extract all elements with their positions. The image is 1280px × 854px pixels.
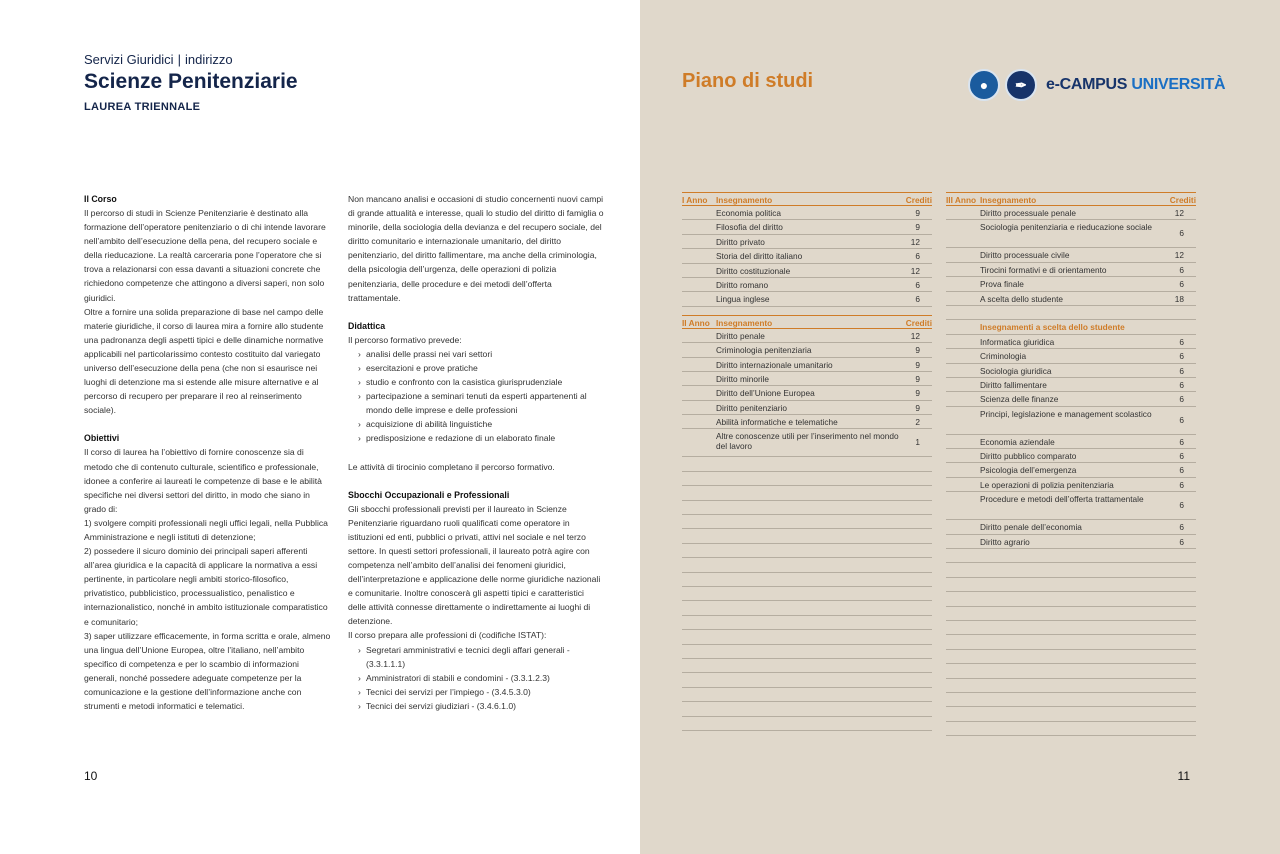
- blank-rows: [946, 549, 1196, 736]
- course-credits: 6: [915, 294, 920, 305]
- course-credits: 12: [1174, 208, 1184, 218]
- right-page: [640, 0, 1280, 854]
- blank-row: [682, 673, 932, 687]
- table-row: [946, 349, 1196, 363]
- course-credits: 9: [915, 388, 920, 399]
- course-credits: 12: [1174, 250, 1184, 261]
- course-credits: 9: [915, 402, 920, 413]
- year-label: II Anno: [682, 317, 710, 328]
- course-credits: 6: [1179, 264, 1184, 275]
- elective-label: Insegnamenti a scelta dello studente: [980, 322, 1125, 333]
- course-name: Diritto privato: [716, 236, 765, 247]
- table-row: [946, 463, 1196, 477]
- paragraph-obiettivi-4: 3) saper utilizzare efficacemente, in forma scritta e orale, almeno una lingua dell’Unione Europea, oltre l’italiano, nell’ambito specifico di competenza e per lo scambio di informazioni generali, nonché possedere adeguate competenze per la comunicazione e la gestione dell’informazione anche con strumenti e metodi informatici e telematici.: [84, 630, 331, 712]
- course-credits: 6: [1179, 465, 1184, 476]
- course-name: Storia del diritto italiano: [716, 251, 803, 262]
- table-row: [682, 429, 932, 457]
- header-kicker: [84, 52, 233, 67]
- paragraph-corso-1: Il percorso di studi in Scienze Penitenziarie è destinato alla formazione dell’operatore penitenziario o di chi intende lavorare nell’ambito dell’esecuzione della pena, del recupero sociale e della rieducazione. La realtà carceraria pone l’operatore che si trova a relazionarsi con essa davanti a situazioni concrete che richiedono competenze che attingono a diversi saperi, non solo giuridici.: [84, 208, 326, 303]
- course-credits: 1: [915, 437, 920, 448]
- col-crediti: Crediti: [905, 317, 932, 328]
- course-name: Diritto processuale penale: [980, 208, 1076, 218]
- course-credits: 6: [1179, 451, 1184, 462]
- blank-row: [682, 486, 932, 500]
- course-credits: 6: [1179, 351, 1184, 362]
- col-crediti: Crediti: [905, 195, 932, 205]
- blank-row: [682, 529, 932, 543]
- blank-row: [946, 592, 1196, 606]
- blank-row: [946, 607, 1196, 621]
- table-row: [682, 235, 932, 249]
- course-name: Diritto dell’Unione Europea: [716, 388, 815, 399]
- table-row: [946, 220, 1196, 248]
- table-row: [682, 278, 932, 292]
- table-row: [946, 478, 1196, 492]
- col-insegnamento: Insegnamento: [980, 195, 1037, 205]
- blank-row: [682, 558, 932, 572]
- paragraph-sbocchi: Gli sbocchi professionali previsti per il laureato in Scienze Penitenziarie riguardano ruoli qualificati come operatore in istituzioni ed enti, pubblici o privati, attivi nel sociale e nel terzo settore. In questi settori professionali, il laureato potrà agire con competenza nell’ambito dell’analisi dei fenomeni giuridici, dell’interpretazione e applicazione delle norme giuridiche nazionali e comunitarie. Inoltre conoscerà gli aspetti tipici e caratteristici delle attività connesse direttamente o indirettamente ai luoghi di detenzione.: [348, 503, 601, 627]
- table-row: [682, 220, 932, 234]
- course-credits: 12: [910, 236, 920, 247]
- course-name: Principi, legislazione e management scolastico: [980, 408, 1152, 419]
- table-row: [946, 492, 1196, 520]
- heading-corso: Il Corso: [84, 194, 117, 204]
- course-name: Diritto penitenziario: [716, 402, 788, 413]
- course-name: Economia politica: [716, 208, 782, 218]
- table-row: [682, 206, 932, 220]
- kicker-separator: |: [177, 52, 181, 67]
- istat-lead: Il corso prepara alle professioni di (codifiche ISTAT):: [348, 630, 547, 641]
- course-credits: 6: [915, 251, 920, 262]
- blank-row: [946, 578, 1196, 592]
- blank-row: [682, 717, 932, 731]
- table-row: [946, 292, 1196, 306]
- logo-text: e-CAMPUS: [1046, 76, 1128, 93]
- course-credits: 9: [915, 345, 920, 356]
- course-credits: 6: [915, 279, 920, 290]
- course-name: Criminologia penitenziaria: [716, 345, 812, 356]
- year-label: I Anno: [682, 195, 708, 205]
- elective-header: [946, 320, 1196, 334]
- course-credits: 6: [1179, 500, 1184, 511]
- course-name: Lingua inglese: [716, 294, 770, 305]
- piano-title: Piano di studi: [682, 70, 814, 92]
- table-row: [946, 378, 1196, 392]
- blank-row: [946, 650, 1196, 664]
- table-row: [946, 277, 1196, 291]
- table-row: [946, 206, 1196, 220]
- blank-row: [682, 515, 932, 529]
- list-item: › predisposizione e redazione di un elaborato finale: [360, 431, 604, 445]
- heading-sbocchi: Sbocchi Occupazionali e Professionali: [348, 489, 510, 500]
- course-credits: 6: [1179, 436, 1184, 447]
- table-row: [682, 329, 932, 343]
- table-row: [946, 535, 1196, 549]
- course-name: Psicologia dell’emergenza: [980, 465, 1077, 476]
- heading-didattica: Didattica: [348, 320, 386, 331]
- course-credits: 6: [1179, 279, 1184, 290]
- table-row: [946, 407, 1196, 435]
- course-name: Diritto fallimentare: [980, 379, 1047, 390]
- blank-row: [682, 457, 932, 471]
- course-name: Abilità informatiche e telematiche: [716, 417, 838, 428]
- blank-row: [682, 601, 932, 615]
- list-item: › Segretari amministrativi e tecnici degli affari generali - (3.3.1.1.1): [360, 643, 604, 671]
- course-name: Diritto minorile: [716, 373, 770, 384]
- course-name: Scienza delle finanze: [980, 394, 1059, 405]
- blank-row: [946, 635, 1196, 649]
- paragraph-obiettivi-2: 1) svolgere compiti professionali negli uffici legali, nella Pubblica Amministrazione e negli istituti di detenzione;: [84, 517, 328, 542]
- blank-row: [682, 587, 932, 601]
- anno3-rows: [946, 206, 1196, 306]
- table-row: [682, 249, 932, 263]
- course-credits: 6: [1179, 479, 1184, 490]
- right-text-column: [348, 192, 604, 713]
- course-name: Criminologia: [980, 351, 1027, 362]
- blank-row: [682, 501, 932, 515]
- course-credits: 6: [1179, 394, 1184, 405]
- blank-row: [682, 645, 932, 659]
- year-label: III Anno: [946, 195, 977, 205]
- table-row: [682, 401, 932, 415]
- istat-list: [348, 643, 604, 713]
- list-item: › analisi delle prassi nei vari settori: [360, 347, 604, 361]
- course-credits: 12: [910, 265, 920, 276]
- course-credits: 6: [1179, 379, 1184, 390]
- course-name: Economia aziendale: [980, 436, 1055, 447]
- course-name: Diritto agrario: [980, 536, 1030, 547]
- heading-obiettivi: Obiettivi: [84, 433, 120, 444]
- elective-rows: [946, 335, 1196, 549]
- course-name: Tirocini formativi e di orientamento: [980, 264, 1107, 275]
- blank-row: [946, 549, 1196, 563]
- blank-row: [946, 679, 1196, 693]
- logo-uni: UNIVERSITÀ: [1131, 76, 1226, 93]
- list-item: › esercitazioni e prove pratiche: [360, 361, 604, 375]
- paragraph-obiettivi-3: 2) possedere il sicuro dominio dei principali saperi afferenti all’area giuridica e la capacità di applicare la normativa a essi pertinente, in particolare negli ambiti storico-filosofico, privatistico, pubblicistico, processualistico, penalistico e internazionalistico, nonché in ambito istituzionale comparatistico e comunitario;: [84, 546, 328, 627]
- seal-icon: ●: [968, 69, 1000, 101]
- list-item: › Tecnici dei servizi per l’impiego - (3.4.5.3.0): [360, 685, 604, 699]
- logo-wordmark: [1046, 76, 1225, 94]
- kicker-main: Servizi Giuridici: [84, 52, 174, 67]
- blank-row: [682, 702, 932, 716]
- table-row: [682, 372, 932, 386]
- blank-row: [682, 616, 932, 630]
- table-row: [946, 520, 1196, 534]
- kicker-sub: indirizzo: [184, 52, 233, 67]
- paragraph-obiettivi-1: Il corso di laurea ha l’obiettivo di fornire conoscenze sia di metodo che di contenuto culturale, scientifico e professionale, idonee a conferire ai laureati le competenze di base e le abilità specifiche nei diversi settori del diritto, in modo che siano in grado di:: [84, 447, 322, 514]
- course-name: Le operazioni di polizia penitenziaria: [980, 479, 1114, 490]
- blank-row: [682, 472, 932, 486]
- list-item: › partecipazione a seminari tenuti da esperti appartenenti al mondo delle imprese e delle professioni: [360, 389, 604, 417]
- table-row: [946, 435, 1196, 449]
- table-row: [682, 343, 932, 357]
- course-name: Sociologia giuridica: [980, 365, 1052, 376]
- degree-type: LAUREA TRIENNALE: [84, 101, 201, 113]
- course-name: Altre conoscenze utili per l’inserimento nel mondo del lavoro: [716, 431, 899, 452]
- course-name: Diritto penale: [716, 330, 765, 341]
- list-item: › Amministratori di stabili e condomini - (3.3.1.2.3): [360, 671, 604, 685]
- course-name: Diritto processuale civile: [980, 250, 1070, 261]
- course-name: Prova finale: [980, 279, 1024, 290]
- course-name: Diritto penale dell’economia: [980, 522, 1082, 533]
- blank-row: [946, 707, 1196, 721]
- course-credits: 9: [915, 208, 920, 218]
- course-credits: 2: [915, 417, 920, 428]
- course-credits: 6: [1179, 228, 1184, 239]
- paragraph-corso-2: Oltre a fornire una solida preparazione di base nel campo delle materie giuridiche, il corso di laurea mira a fornire allo studente una padronanza degli aspetti tipici e delle dinamiche normative applicabili nel particolarissimo contesto costituito dal variegato universo dell’esecuzione della pena (che non si esaurisce nei luoghi di detenzione ma si estende alle misure alternative e al percorso di recupero per preparare il reo al reinserimento sociale).: [84, 306, 324, 416]
- anno2-rows: [682, 329, 932, 458]
- course-name: Diritto internazionale umanitario: [716, 359, 833, 370]
- course-credits: 12: [910, 330, 920, 341]
- course-name: Sociologia penitenziaria e rieducazione sociale: [980, 222, 1153, 233]
- ecampus-logo: [968, 67, 1225, 103]
- table-header-anno3: [946, 192, 1196, 206]
- page-number-left: 10: [84, 769, 98, 783]
- course-credits: 9: [915, 222, 920, 233]
- col-insegnamento: Insegnamento: [716, 317, 773, 328]
- table-row: [946, 335, 1196, 349]
- list-item: › Tecnici dei servizi giudiziari - (3.4.6.1.0): [360, 699, 604, 713]
- course-name: Diritto pubblico comparato: [980, 451, 1077, 462]
- course-credits: 6: [1179, 365, 1184, 376]
- blank-row: [682, 659, 932, 673]
- didattica-lead: Il percorso formativo prevede:: [348, 334, 462, 345]
- course-credits: 6: [1179, 336, 1184, 347]
- table-row: [946, 449, 1196, 463]
- blank-row: [946, 621, 1196, 635]
- col-crediti: Crediti: [1169, 195, 1196, 205]
- table-header-anno1: [682, 192, 932, 206]
- paragraph-intro: Non mancano analisi e occasioni di studio concernenti nuovi campi di grande attualità e interesse, quali lo studio del diritto di famiglia o minorile, della sociologia della devianza e del recupero sociale, del diritto comunitario e internazionale umanitario, del diritto penitenziario, del diritto fallimentare, ma anche della criminologia, della psicologia dell’urgenza, delle operazioni di polizia penitenziaria, delle procedure e dei metodi dell’offerta trattamentale.: [348, 194, 604, 303]
- course-credits: 6: [1179, 522, 1184, 533]
- blank-row: [682, 630, 932, 644]
- tirocinio-text: Le attività di tirocinio completano il percorso formativo.: [348, 461, 555, 472]
- course-name: Procedure e metodi dell’offerta trattamentale: [980, 494, 1144, 505]
- course-credits: 6: [1179, 414, 1184, 425]
- table-row: [682, 292, 932, 306]
- left-text-column: [84, 192, 332, 713]
- table-row: [682, 358, 932, 372]
- table-row: [946, 248, 1196, 262]
- course-credits: 9: [915, 373, 920, 384]
- course-name: Diritto romano: [716, 279, 769, 290]
- blank-row: [682, 544, 932, 558]
- course-name: Diritto costituzionale: [716, 265, 791, 276]
- didattica-list: [348, 347, 604, 446]
- page-title: Scienze Penitenziarie: [84, 70, 298, 93]
- blank-row: [946, 722, 1196, 736]
- blank-row: [682, 688, 932, 702]
- table-header-anno2: [682, 315, 932, 329]
- pen-seal-icon: ✒: [1005, 69, 1037, 101]
- course-credits: 6: [1179, 536, 1184, 547]
- blank-row: [946, 664, 1196, 678]
- table-row: [946, 263, 1196, 277]
- blank-row: [682, 573, 932, 587]
- list-item: › acquisizione di abilità linguistiche: [360, 417, 604, 431]
- table-row: [682, 415, 932, 429]
- course-name: Informatica giuridica: [980, 336, 1055, 347]
- course-credits: 18: [1174, 293, 1184, 304]
- table-row: [946, 392, 1196, 406]
- blank-rows: [682, 457, 932, 730]
- table-row: [682, 386, 932, 400]
- page-number-right: 11: [1177, 769, 1190, 783]
- study-plan-table-left: [682, 192, 932, 731]
- table-row: [682, 264, 932, 278]
- col-insegnamento: Insegnamento: [716, 195, 773, 205]
- blank-row: [946, 306, 1196, 320]
- course-credits: 9: [915, 359, 920, 370]
- course-name: A scelta dello studente: [980, 293, 1064, 304]
- table-row: [946, 364, 1196, 378]
- blank-row: [946, 563, 1196, 577]
- course-name: Filosofia del diritto: [716, 222, 783, 233]
- study-plan-table-right: [946, 192, 1196, 736]
- blank-row: [946, 693, 1196, 707]
- list-item: › studio e confronto con la casistica giurisprudenziale: [360, 375, 604, 389]
- anno1-rows: [682, 206, 932, 307]
